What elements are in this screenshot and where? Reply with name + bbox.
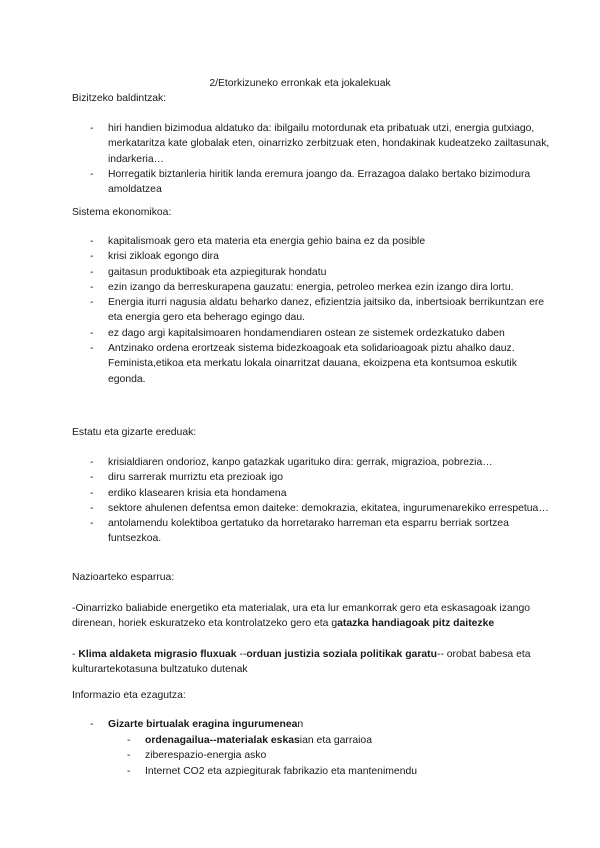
section-heading-bizitzeko: Bizitzeko baldintzak: bbox=[72, 93, 167, 104]
list-item: - hiri handien bizimodua aldatuko da: ibilgailu motordunak eta pribatuak utzi, energia gutxiago, merkataritza kate globalak eten, oinarrizko zerbitzuak eten, hondakinak kudeatzeko zailtasunak, indarkeria… bbox=[90, 121, 550, 167]
informazio-sublist bbox=[127, 733, 547, 779]
list-item: - Antzinako ordena erortzeak sistema bidezkoagoak eta solidarioagoak piztu ahalko dauz. Feminista,etikoa eta merkatu lokala oinarritzat dauana, ekoizpena eta kontsumoa eskutik egonda. bbox=[90, 341, 550, 387]
sublist-item-text: ian eta garraioa bbox=[299, 735, 372, 746]
sistema-list bbox=[90, 234, 550, 387]
informazio-list bbox=[90, 717, 550, 732]
nazioarteko-paragraph-2 bbox=[72, 647, 552, 678]
section-heading-sistema: Sistema ekonomikoa: bbox=[72, 207, 172, 218]
list-item: - sektore ahulenen defentsa emon daiteke: demokrazia, ekitatea, ingurumenarekiko errespetua… bbox=[90, 501, 550, 516]
sublist-item-bold: ordenagailua--materialak eskas bbox=[145, 735, 300, 746]
section-heading-nazioarteko: Nazioarteko esparrua: bbox=[72, 572, 175, 583]
list-item: - kapitalismoak gero eta materia eta energia gehio baina ez da posible bbox=[90, 234, 550, 249]
list-item bbox=[90, 717, 550, 732]
bizitzeko-list bbox=[90, 121, 550, 197]
list-item: - ez dago argi kapitalsimoaren hondamendiaren ostean ze sistemek ordezkatuko daben bbox=[90, 326, 550, 341]
sublist-item bbox=[127, 733, 547, 748]
list-item-bold: Gizarte birtualak eragina ingurumenea bbox=[108, 719, 298, 730]
list-item: - Energia iturri nagusia aldatu beharko danez, efizientzia jaitsiko da, inbertsioak berrikuntzan ere eta energia gero eta beherago egingo dau. bbox=[90, 295, 550, 326]
page-title: 2/Etorkizuneko erronkak eta jokalekuak bbox=[209, 78, 391, 89]
list-item: - diru sarrerak murriztu eta prezioak igo bbox=[90, 470, 550, 485]
list-item: - gaitasun produktiboak eta azpiegiturak hondatu bbox=[90, 265, 550, 280]
list-item: - krisi zikloak egongo dira bbox=[90, 249, 550, 264]
paragraph-text: -- orobat babesa eta kulturartekotasuna bultzatuko dutenak bbox=[72, 649, 531, 676]
paragraph-prefix: - bbox=[72, 649, 79, 660]
list-item: - ezin izango da berreskurapena gauzatu: energia, petroleo merkea ezin izango dira lortu. bbox=[90, 280, 550, 295]
paragraph-bold-text: atazka handiagoak pitz daitezke bbox=[337, 618, 495, 630]
paragraph-text: -- bbox=[236, 649, 247, 660]
paragraph-bold-text: Klima aldaketa migrasio fluxuak bbox=[78, 649, 237, 660]
section-heading-informazio: Informazio eta ezagutza: bbox=[72, 690, 186, 701]
paragraph-bold-text: orduan justizia soziala politikak garatu bbox=[246, 649, 437, 660]
list-item-text: n bbox=[297, 719, 304, 730]
estatu-list bbox=[90, 455, 550, 547]
sublist-item: - ziberespazio-energia asko bbox=[127, 748, 547, 763]
list-item: - erdiko klasearen krisia eta hondamena bbox=[90, 486, 550, 501]
section-heading-estatu: Estatu eta gizarte ereduak: bbox=[72, 427, 197, 438]
list-item: - antolamendu kolektiboa gertatuko da horretarako harreman eta esparru berriak sortzea funtsezkoa. bbox=[90, 516, 550, 547]
list-item: - Horregatik biztanleria hiritik landa eremura joango da. Errazagoa dalako bertako bizimodura amoldatzea bbox=[90, 167, 550, 198]
paragraph-text: -Oinarrizko baliabide energetiko eta materialak, ura eta lur emankorrak gero eta eskasagoak izango direnean, horiek eskuratzeko eta kontrolatzeko gero eta g bbox=[72, 603, 531, 630]
sublist-item: - Internet CO2 eta azpiegiturak fabrikazio eta mantenimendu bbox=[127, 764, 547, 779]
nazioarteko-paragraph-1 bbox=[72, 601, 552, 632]
list-item: - krisialdiaren ondorioz, kanpo gatazkak ugarituko dira: gerrak, migrazioa, pobrezia… bbox=[90, 455, 550, 470]
